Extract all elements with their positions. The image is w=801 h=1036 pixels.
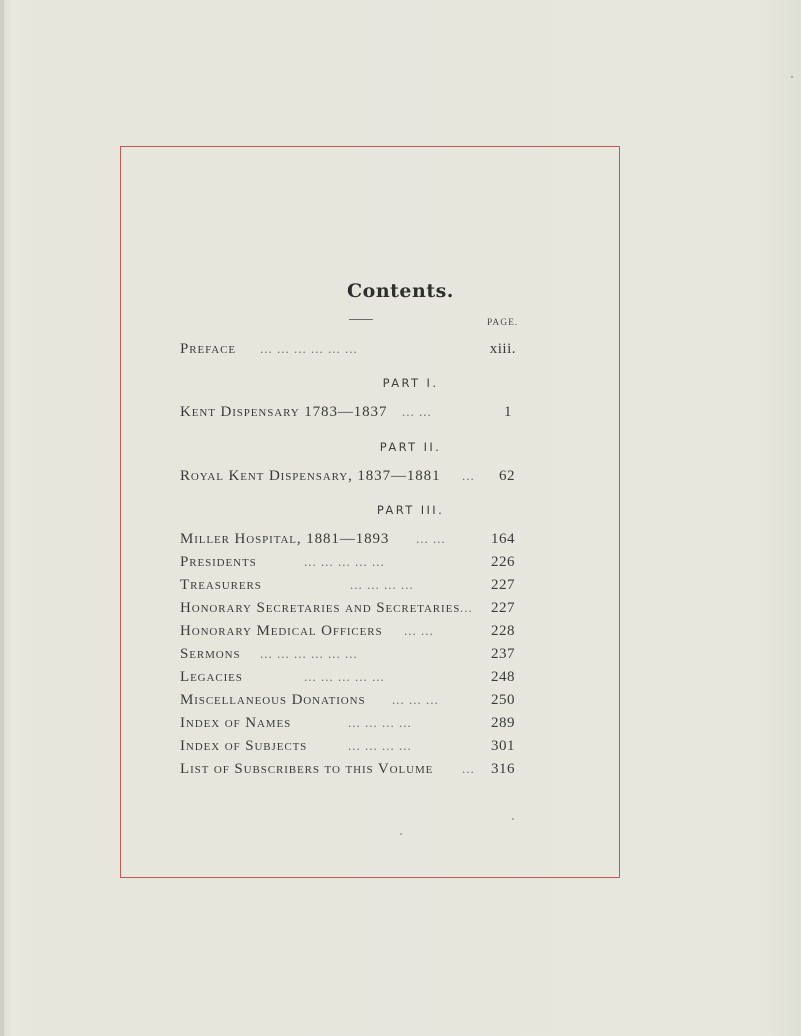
toc-entry-page: 316 [491, 761, 515, 777]
part-heading-1: PART I. [382, 376, 439, 390]
dot-leaders: ... ... ... ... ... [304, 554, 385, 569]
toc-entry-page: 1 [504, 404, 512, 420]
toc-entry-index-of-names[interactable] [180, 715, 515, 737]
toc-entry-list-of-subscribers[interactable] [180, 761, 515, 783]
part-heading-2: PART II. [379, 440, 442, 454]
toc-entry-label: Index of Subjects [180, 738, 308, 754]
toc-entry-miscellaneous-donations[interactable] [180, 692, 515, 714]
toc-entry-treasurers[interactable] [180, 577, 515, 599]
paper-speck [512, 818, 514, 820]
toc-entry-label: Miscellaneous Donations [180, 692, 366, 708]
toc-entry-page: 228 [491, 623, 515, 639]
dot-leaders: ... ... [402, 404, 432, 419]
page-title: Contents. [347, 280, 454, 302]
dot-leaders: ... ... ... ... [348, 715, 412, 730]
dot-leaders: ... ... ... [392, 692, 439, 707]
toc-entry-page: 164 [491, 531, 515, 547]
paper-speck [400, 833, 402, 835]
toc-entry-page: 237 [491, 646, 515, 662]
toc-entry-label: Miller Hospital, 1881—1893 [180, 531, 390, 547]
toc-entry-kent-dispensary[interactable] [180, 404, 515, 426]
toc-entry-page: 250 [491, 692, 515, 708]
toc-entry-page: 248 [491, 669, 515, 685]
toc-entry-label: Index of Names [180, 715, 292, 731]
toc-entry-page: 226 [491, 554, 515, 570]
toc-entry-page: 301 [491, 738, 515, 754]
toc-entry-label: List of Subscribers to this Volume [180, 761, 434, 777]
toc-entry-legacies[interactable] [180, 669, 515, 691]
page-column-header: PAGE. [487, 318, 519, 328]
toc-entry-label: Preface [180, 341, 236, 357]
dot-leaders: ... ... ... ... ... ... [260, 341, 358, 356]
dot-leaders: ... ... ... ... ... ... [260, 646, 358, 661]
dot-leaders: ... ... [416, 531, 446, 546]
toc-entry-royal-kent-dispensary[interactable] [180, 468, 515, 490]
toc-entry-page: 289 [491, 715, 515, 731]
toc-entry-honorary-secretaries[interactable] [180, 600, 515, 622]
toc-entry-miller-hospital[interactable] [180, 531, 515, 553]
toc-entry-page: 62 [499, 468, 515, 484]
dot-leaders: ... [460, 600, 473, 615]
part-heading-3: PART III. [376, 503, 445, 517]
toc-entry-label: Sermons [180, 646, 241, 662]
dot-leaders: ... ... ... ... [348, 738, 412, 753]
title-rule [349, 319, 373, 320]
toc-entry-honorary-medical-officers[interactable] [180, 623, 515, 645]
toc-entry-index-of-subjects[interactable] [180, 738, 515, 760]
toc-entry-presidents[interactable] [180, 554, 515, 576]
dot-leaders: ... [462, 468, 475, 483]
toc-entry-label: Presidents [180, 554, 257, 570]
dot-leaders: ... ... [404, 623, 434, 638]
dot-leaders: ... ... ... ... [350, 577, 414, 592]
dot-leaders: ... ... ... ... ... [304, 669, 385, 684]
toc-entry-label: Royal Kent Dispensary, 1837—1881 [180, 468, 441, 484]
toc-entry-label: Treasurers [180, 577, 262, 593]
toc-entry-label: Honorary Medical Officers [180, 623, 383, 639]
toc-entry-page: xiii. [489, 341, 516, 357]
dot-leaders: ... [462, 761, 475, 776]
toc-entry-label: Honorary Secretaries and Secretaries [180, 600, 461, 616]
toc-entry-preface[interactable] [180, 341, 515, 363]
toc-entry-label: Legacies [180, 669, 243, 685]
toc-entry-label: Kent Dispensary 1783—1837 [180, 404, 388, 420]
toc-entry-page: 227 [491, 577, 515, 593]
toc-entry-sermons[interactable] [180, 646, 515, 668]
paper-speck [791, 76, 793, 78]
page-spine-edge [0, 0, 4, 1036]
toc-entry-page: 227 [491, 600, 515, 616]
